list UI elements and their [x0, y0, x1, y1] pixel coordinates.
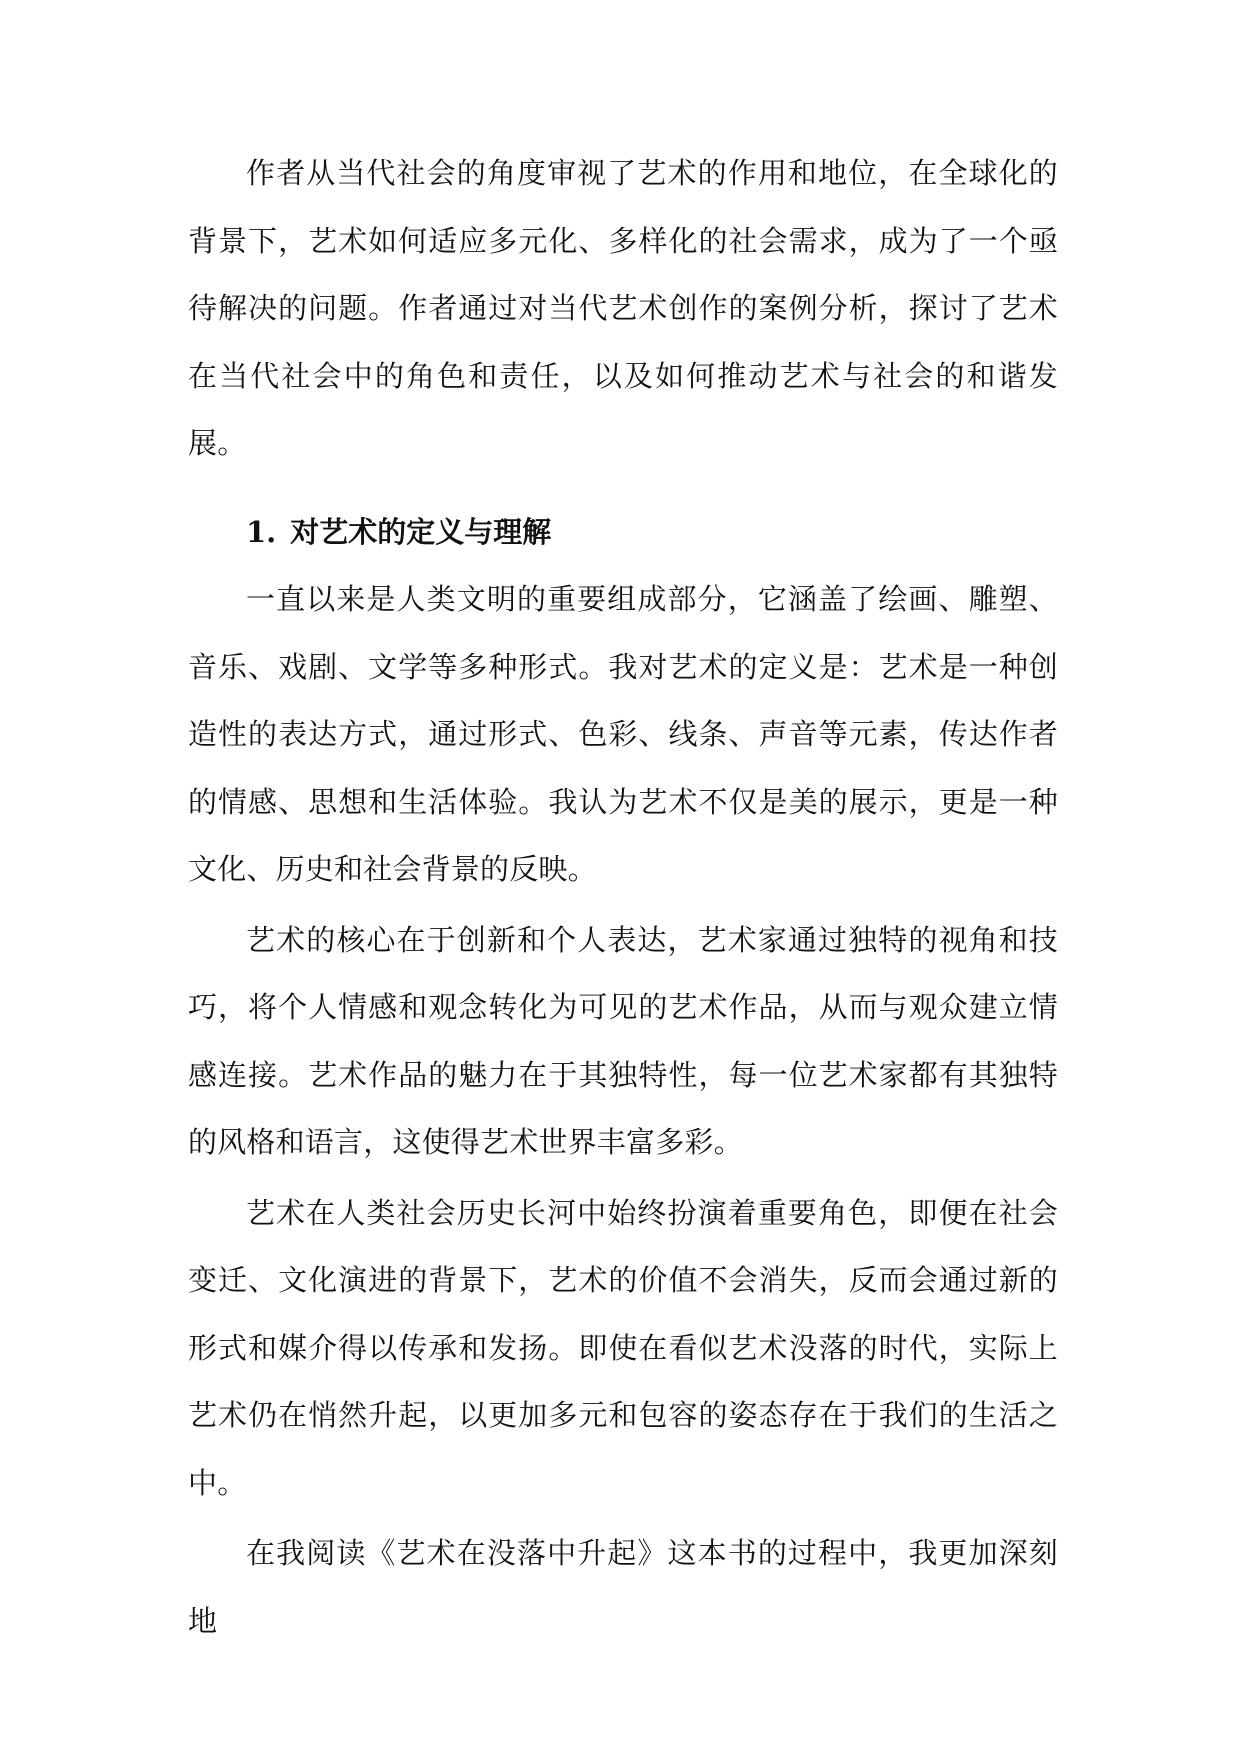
section-title: 对艺术的定义与理解 — [290, 514, 552, 549]
paragraph-reading: 在我阅读《艺术在没落中升起》这本书的过程中，我更加深刻地 — [188, 1536, 1058, 1638]
paragraph-intro: 作者从当代社会的角度审视了艺术的作用和地位，在全球化的背景下，艺术如何适应多元化、多样化的社会需求，成为了一个亟待解决的问题。作者通过对当代艺术创作的案例分析，探讨了艺术在当代社会中的角色和责任，以及如何推动艺术与社会的和谐发展。 — [188, 156, 1058, 460]
section-number: 1. — [246, 514, 277, 549]
paragraph-history: 艺术在人类社会历史长河中始终扮演着重要角色，即便在社会变迁、文化演进的背景下，艺术的价值不会消失，反而会通过新的形式和媒介得以传承和发扬。即使在看似艺术没落的时代，实际上艺术仍在悄然升起，以更加多元和包容的姿态存在于我们的生活之中。 — [188, 1195, 1058, 1500]
section-heading — [188, 499, 1058, 567]
document-body — [188, 140, 1058, 1655]
paragraph-definition: 一直以来是人类文明的重要组成部分，它涵盖了绘画、雕塑、音乐、戏剧、文学等多种形式。我对艺术的定义是：艺术是一种创造性的表达方式，通过形式、色彩、线条、声音等元素，传达作者的情感、思想和生活体验。我认为艺术不仅是美的展示，更是一种文化、历史和社会背景的反映。 — [188, 582, 1058, 886]
paragraph-core: 艺术的核心在于创新和个人表达，艺术家通过独特的视角和技巧，将个人情感和观念转化为可见的艺术作品，从而与观众建立情感连接。艺术作品的魅力在于其独特性，每一位艺术家都有其独特的风格和语言，这使得艺术世界丰富多彩。 — [188, 922, 1058, 1159]
